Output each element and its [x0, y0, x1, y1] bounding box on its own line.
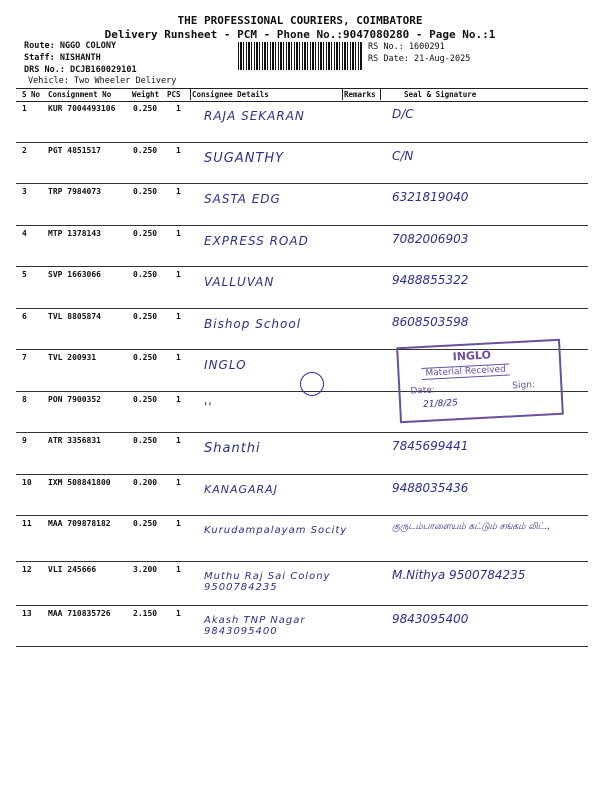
row-consignee-handwritten: SUGANTHY [204, 151, 285, 166]
stamp-sign-label: Sign: [512, 380, 536, 392]
row-consignee-handwritten: VALLUVAN [204, 275, 275, 289]
row-pcs: 1 [176, 104, 181, 113]
row-pcs: 1 [176, 519, 181, 528]
row-sno: 13 [22, 609, 32, 618]
table-row [16, 183, 588, 226]
row-signature: குருடம்பாளையம் கட்டும் சங்கம் லிட்., [392, 522, 551, 532]
col-signature: Seal & Signature [404, 90, 477, 99]
row-sno: 2 [22, 146, 27, 155]
row-weight: 0.250 [133, 395, 158, 404]
row-pcs: 1 [176, 609, 181, 618]
barcode [238, 42, 362, 70]
row-consignee-handwritten: Kurudampalayam Socity [204, 525, 348, 536]
row-consignment-no: ATR 3356831 [48, 436, 101, 445]
row-consignment-no: MAA 709878182 [48, 519, 111, 528]
row-weight: 0.200 [133, 478, 158, 487]
row-consignment-no: PON 7900352 [48, 395, 101, 404]
row-signature: D/C [392, 107, 414, 121]
scribble-circle [300, 372, 324, 396]
row-consignee-handwritten: INGLO [204, 358, 247, 372]
row-weight: 0.250 [133, 436, 158, 445]
row-sno: 10 [22, 478, 32, 487]
row-sno: 8 [22, 395, 27, 404]
row-pcs: 1 [176, 187, 181, 196]
staff-label: Staff: NISHANTH [24, 53, 101, 63]
row-sno: 12 [22, 565, 32, 574]
rs-date: RS Date: 21-Aug-2025 [368, 54, 471, 64]
row-sno: 3 [22, 187, 27, 196]
row-consignee-handwritten: Akash TNP Nagar 9843095400 [204, 615, 306, 637]
table-row [16, 515, 588, 562]
row-sno: 11 [22, 519, 32, 528]
row-consignee-handwritten: EXPRESS ROAD [204, 234, 309, 248]
route-label: Route: NGGO COLONY [24, 41, 117, 51]
row-sno: 4 [22, 229, 27, 238]
col-remarks: Remarks [344, 90, 376, 99]
row-consignee-handwritten: '' [204, 400, 213, 414]
row-consignee-handwritten: Shanthi [204, 441, 261, 456]
row-signature: M.Nithya 9500784235 [392, 568, 526, 582]
drs-number: DRS No.: DCJB160029101 [24, 65, 137, 75]
row-signature: 8608503598 [392, 315, 469, 329]
table-row [16, 142, 588, 184]
row-pcs: 1 [176, 478, 181, 487]
row-signature: 6321819040 [392, 190, 469, 204]
stamp-name: INGLO [452, 348, 492, 364]
row-sno: 7 [22, 353, 27, 362]
row-pcs: 1 [176, 436, 181, 445]
row-weight: 0.250 [133, 104, 158, 113]
row-signature: 9488035436 [392, 481, 469, 495]
stamp-date-value: 21/8/25 [422, 398, 459, 410]
row-consignee-handwritten: Bishop School [204, 317, 302, 331]
row-sno: 5 [22, 270, 27, 279]
col-consignment: Consignment No [48, 90, 112, 99]
vehicle-label: Vehicle: Two Wheeler Delivery [28, 76, 177, 86]
runsheet-subtitle: Delivery Runsheet - PCM - Phone No.:9047080280 - Page No.:1 [104, 28, 496, 41]
row-sno: 6 [22, 312, 27, 321]
row-weight: 0.250 [133, 187, 158, 196]
row-weight: 0.250 [133, 312, 158, 321]
stamp-date-label: Date: [410, 385, 436, 397]
row-consignee-handwritten: KANAGARAJ [204, 483, 278, 496]
col-consignee: Consignee Details [192, 90, 269, 99]
row-pcs: 1 [176, 395, 181, 404]
row-weight: 0.250 [133, 229, 158, 238]
row-consignee-handwritten: Muthu Raj Sai Colony 9500784235 [204, 571, 331, 593]
col-pcs: PCS [167, 90, 181, 99]
rs-number: RS No.: 1600291 [368, 42, 445, 52]
row-pcs: 1 [176, 312, 181, 321]
stamp-material-received: Material Received [421, 363, 510, 380]
row-sno: 1 [22, 104, 27, 113]
table-row [16, 225, 588, 267]
table-row [16, 561, 588, 606]
company-title: THE PROFESSIONAL COURIERS, COIMBATORE [177, 14, 423, 27]
table-row [16, 266, 588, 309]
row-weight: 0.250 [133, 146, 158, 155]
table-row [16, 432, 588, 475]
row-weight: 3.200 [133, 565, 158, 574]
col-weight: Weight [132, 90, 160, 99]
row-consignment-no: TVL 8805874 [48, 312, 101, 321]
row-consignment-no: SVP 1663066 [48, 270, 101, 279]
row-weight: 0.250 [133, 519, 158, 528]
row-signature: 7082006903 [392, 232, 469, 246]
row-pcs: 1 [176, 146, 181, 155]
received-stamp [396, 339, 564, 423]
row-consignment-no: TVL 200931 [48, 353, 97, 362]
row-signature: 9843095400 [392, 612, 469, 626]
row-signature: 7845699441 [392, 439, 469, 453]
row-consignment-no: TRP 7984073 [48, 187, 101, 196]
row-weight: 0.250 [133, 270, 158, 279]
row-consignment-no: MTP 1378143 [48, 229, 101, 238]
row-consignment-no: KUR 7004493106 [48, 104, 116, 113]
row-consignee-handwritten: SASTA EDG [204, 192, 281, 206]
table-row [16, 100, 588, 143]
row-signature: 9488855322 [392, 273, 469, 287]
row-consignment-no: MAA 710835726 [48, 609, 111, 618]
row-pcs: 1 [176, 229, 181, 238]
col-sno: S No [22, 90, 41, 99]
row-weight: 0.250 [133, 353, 158, 362]
row-pcs: 1 [176, 353, 181, 362]
row-consignment-no: PGT 4851517 [48, 146, 101, 155]
table-row [16, 605, 588, 647]
table-row [16, 474, 588, 516]
row-signature: C/N [392, 149, 414, 163]
row-sno: 9 [22, 436, 27, 445]
row-consignee-handwritten: RAJA SEKARAN [204, 109, 305, 123]
row-pcs: 1 [176, 565, 181, 574]
row-weight: 2.150 [133, 609, 158, 618]
row-consignment-no: VLI 245666 [48, 565, 97, 574]
row-pcs: 1 [176, 270, 181, 279]
row-consignment-no: IXM 508841800 [48, 478, 111, 487]
